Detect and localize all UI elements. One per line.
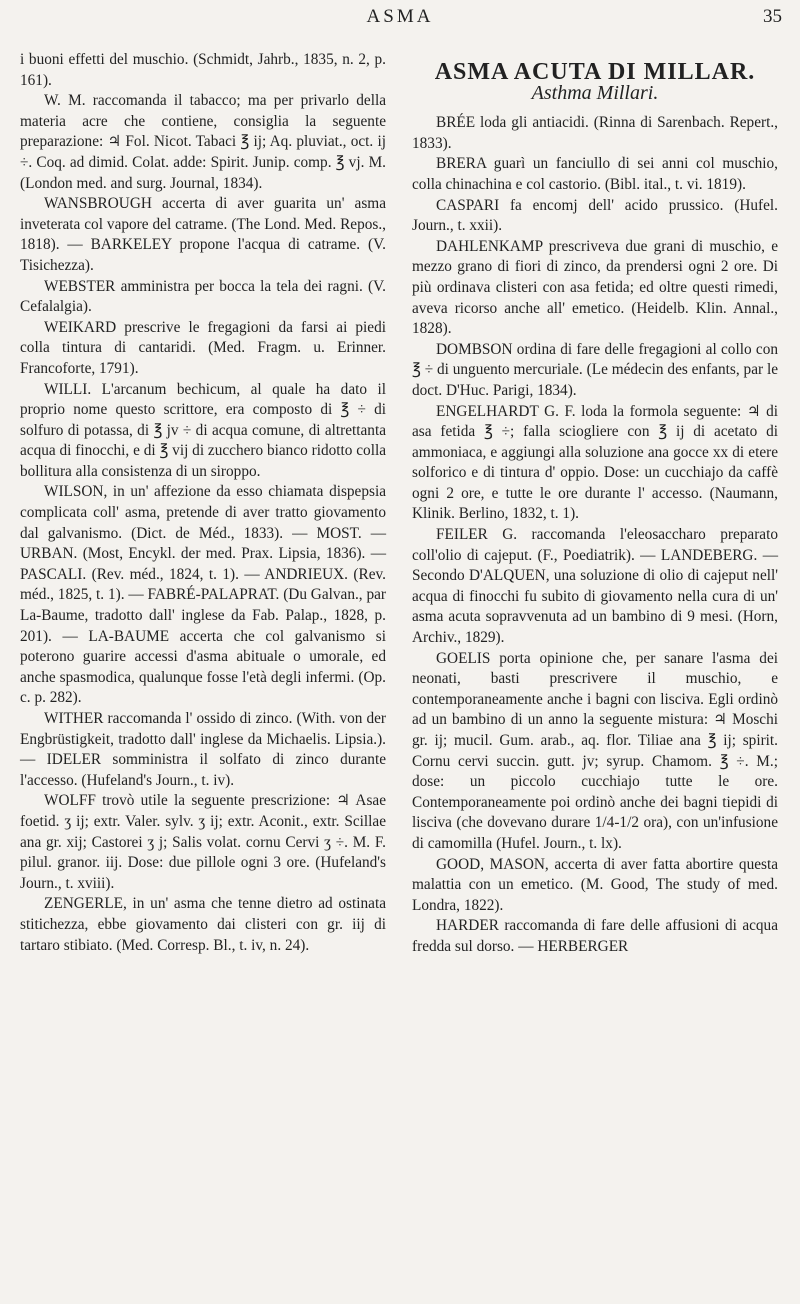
paragraph: WEBSTER amministra per bocca la tela dei ragni. (V. Cefalalgia). [20,277,386,316]
running-head: ASMA [366,6,434,27]
paragraph: HARDER raccomanda di fare delle affusioni di acqua fredda sul dorso. — HERBERGER [412,917,778,955]
paragraph: FEILER G. raccomanda l'eleosaccharo preparato coll'olio di cajeput. (F., Poediatrik). — LANDEBERG. — Secondo D'ALQUEN, una soluzione di olio di cajeput nell' acqua di finocchi fu subito di giovamento nella cura di un' asma acuta sopravvenuta ad un bambino di 9 mesi. (Horn, Archiv., 1829). [412,526,778,647]
paragraph: WILLI. L'arcanum bechicum, al quale ha dato il proprio nome questo scrittore, era composto di ℥ ÷ di solfuro di potassa, di ℥ jv ÷ di acqua comune, di altrettanta acqua di finocchi, e di ℥ vij di zucchero bianco ridotto colla bollitura alla consistenza di un siroppo. [20,380,386,480]
paragraph: WOLFF trovò utile la seguente prescrizione: ♃ Asae foetid. ʒ ij; extr. Valer. sylv. ʒ ij; extr. Aconit., extr. Scillae ana gr. xij; Castorei ʒ j; Salis volat. cornu Cervi ʒ ÷. M. F. pilul. granor. iij. Dose: due pillole ogni 3 ore. (Hufeland's Journ., t. xviii). [20,792,386,892]
paragraph: WILSON, in un' affezione da esso chiamata dispepsia complicata coll' asma, pretende di aver tratto giovamento dal galvanismo. (Dict. de Méd., 1833). — MOST. — URBAN. (Most, Encykl. der med. Prax. Lipsia, 1836). — PASCALI. (Rev. méd., 1824, t. 1). — ANDRIEUX. (Rev. méd., 1825, t. 1). — FABRÉ-PALAPRAT. (Du Galvan., par La-Baume, tradotto dall' inglese da Fab. Palap., 1828, p. 201). — LA-BAUME accerta che col galvanismo si poterono guarire accessi d'asma abituale o umorale, ed anche spasmodica, qualunque fosse l'età degli infermi. (Op. c. p. 282). [20,483,386,707]
paragraph: WANSBROUGH accerta di aver guarita un' asma inveterata col vapore del catrame. (The Lond. Med. Repos., 1818). — BARKELEY propone l'acqua di catrame. (V. Tisichezza). [20,195,386,274]
paragraph: BRERA guarì un fanciullo di sei anni col muschio, colla chinachina e col castorio. (Bibl. ital., t. vi. 1819). [412,155,778,193]
page-number: 35 [763,6,782,27]
paragraph: WEIKARD prescrive le fregagioni da farsi ai piedi colla tintura di cantaridi. (Med. Fragm. u. Erinner. Francoforte, 1791). [20,318,386,377]
paragraph: GOOD, MASON, accerta di aver fatta abortire questa malattia con un emetico. (M. Good, The study of med. Londra, 1822). [412,855,778,914]
right-column [412,50,778,958]
paragraph: WITHER raccomanda l' ossido di zinco. (With. von der Engbrüstigkeit, tradotto dall' inglese da Michaelis. Lipsia.). — IDELER somministra il solfato di zinco durante l'accesso. (Hufeland's Journ., t. iv). [20,710,386,789]
paragraph: W. M. raccomanda il tabacco; ma per privarlo della materia acre che contiene, consiglia la seguente preparazione: ♃ Fol. Nicot. Tabaci ℥ ij; Aq. pluviat., oct. ij ÷. Coq. ad dimid. Colat. adde: Spirit. Junip. comp. ℥ vj. M. (London med. and surg. Journal, 1834). [20,92,386,192]
paragraph: GOELIS porta opinione che, per sanare l'asma dei neonati, basti prescrivere il muschio, e contemporaneamente anche i bagni con lisciva. Egli ordinò ad un bambino di un anno la seguente mistura: ♃ Moschi gr. ij; mucil. Gum. arab., aq. flor. Tiliae ana ℥ ij; spirit. Cornu cervi succin. gutt. jv; syrup. Chamom. ℥ ÷. M.; dose: un piccolo cucchiajo tutte le ore. Contemporaneamente poi ordinò anche dei bagni tiepidi di lisciva (che dovevano durare 1/4-1/2 ora), con un'infusione di camomilla (Hufel. Journ., t. lx). [412,649,778,852]
paragraph: DAHLENKAMP prescriveva due grani di muschio, e mezzo grano di fiori di zinco, da prendersi ogni 2 ore. Di più ordinava clisteri con asa fetida; ed oltre questi rimedi, aveva ricorso anche all' emetico. (Heidelb. Klin. Annal., 1828). [412,237,778,338]
paragraph: ENGELHARDT G. F. loda la formola seguente: ♃ di asa fetida ℥ ÷; falla sciogliere con ℥ ij di acetato di ammoniaca, e aggiungi alla soluzione ana gocce xx di etere solforico e di tintura d' oppio. Dose: un cucchiajo da caffè ogni 2 ore, e tutte le ore durante l' accesso. (Naumann, Klinik. Berlino, 1832, t. 1). [412,402,778,523]
paragraph: CASPARI fa encomj dell' acido prussico. (Hufel. Journ., t. xxii). [412,196,778,235]
left-column [20,50,386,956]
paragraph: i buoni effetti del muschio. (Schmidt, Jahrb., 1835, n. 2, p. 161). [20,51,386,89]
paragraph: BRÉE loda gli antiacidi. (Rinna di Sarenbach. Repert., 1833). [412,114,778,152]
section-title: ASMA ACUTA DI MILLAR. [434,59,756,85]
paragraph: ZENGERLE, in un' asma che tenne dietro ad ostinata stitichezza, ebbe giovamento dai clisteri con gr. iij di tartaro stibiato. (Med. Corresp. Bl., t. iv, n. 24). [20,895,386,954]
section-subtitle: Asthma Millari. [531,81,659,104]
paragraph: DOMBSON ordina di fare delle fregagioni al collo con ℥ ÷ di unguento mercuriale. (Le médecin des enfants, par le doct. D'Huc. Parigi, 1834). [412,340,778,399]
